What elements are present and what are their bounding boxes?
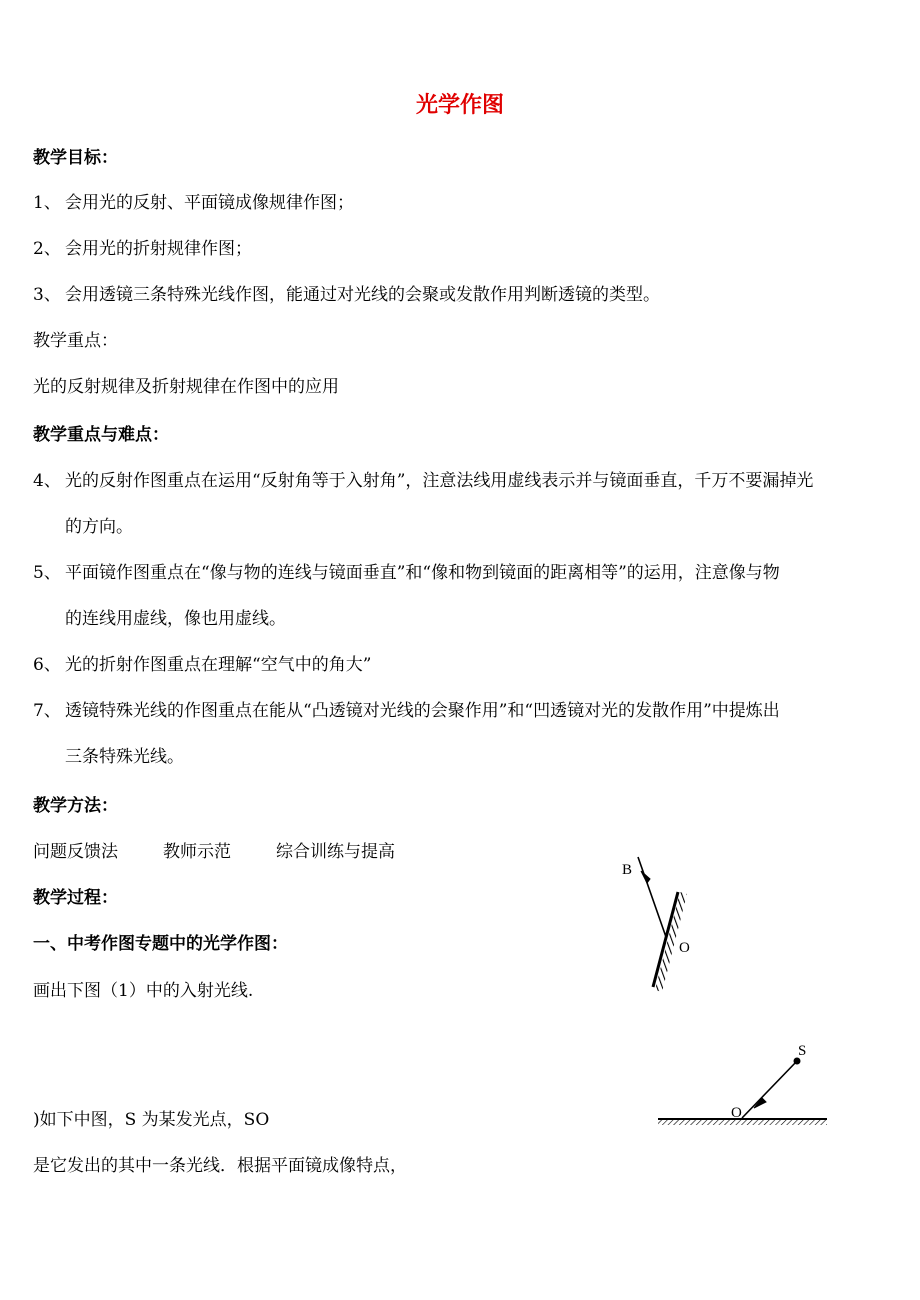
reflected-ray	[638, 857, 666, 937]
method-item: 教师示范	[163, 842, 231, 862]
item-number: 3、	[33, 285, 61, 305]
figure-reflection-mirror	[610, 845, 710, 1005]
incident-ray	[742, 1058, 801, 1119]
item-text: 会用透镜三条特殊光线作图，能通过对光线的会聚或发散作用判断透镜的类型。	[65, 285, 660, 305]
item-number: 7、	[33, 701, 61, 721]
key-difficult-heading: 教学重点与难点：	[33, 425, 169, 445]
key-difficult-item-4-cont: 的方向。	[65, 517, 133, 537]
figure-plane-mirror	[650, 1035, 835, 1130]
item-number: 6、	[33, 655, 61, 675]
question-2-line-2: 是它发出的其中一条光线．根据平面镜成像特点，	[33, 1156, 407, 1176]
mirror	[658, 1119, 827, 1125]
key-difficult-item-7	[33, 699, 780, 723]
key-point-text: 光的反射规律及折射规律在作图中的应用	[33, 377, 339, 397]
item-text: 透镜特殊光线的作图重点在能从“凸透镜对光线的会聚作用”和“凹透镜对光的发散作用”中提炼出	[65, 701, 780, 721]
objective-item-1	[33, 191, 354, 215]
methods-list	[33, 840, 395, 864]
item-text: 平面镜作图重点在“像与物的连线与镜面垂直”和“像和物到镜面的距离相等”的运用，注意像与物	[65, 563, 780, 583]
key-difficult-item-4	[33, 469, 813, 493]
label-b: B	[622, 862, 633, 878]
item-number: 5、	[33, 563, 61, 583]
objectives-heading: 教学目标：	[33, 148, 118, 168]
item-text: 光的反射作图重点在运用“反射角等于入射角”，注意法线用虚线表示并与镜面垂直，千万不要漏掉光	[65, 471, 814, 491]
key-difficult-item-5-cont: 的连线用虚线，像也用虚线。	[65, 609, 286, 629]
key-difficult-item-5	[33, 561, 780, 585]
item-number: 1、	[33, 193, 61, 213]
key-difficult-item-7-cont: 三条特殊光线。	[65, 747, 184, 767]
method-item: 问题反馈法	[33, 842, 118, 862]
page-title: 光学作图	[415, 93, 504, 118]
key-difficult-item-6	[33, 653, 371, 677]
item-text: 光的折射作图重点在理解“空气中的角大”	[65, 655, 372, 675]
methods-heading: 教学方法：	[33, 796, 118, 816]
label-o: O	[731, 1105, 742, 1121]
section-heading: 一、中考作图专题中的光学作图：	[33, 934, 288, 954]
process-heading: 教学过程：	[33, 888, 118, 908]
question-2-line-1: )如下中图，S 为某发光点，SO	[33, 1110, 270, 1130]
item-number: 4、	[33, 471, 61, 491]
label-o: O	[679, 940, 690, 956]
key-point-heading: 教学重点：	[33, 331, 118, 351]
label-s: S	[798, 1043, 807, 1059]
question-1: 画出下图（1）中的入射光线.	[33, 981, 254, 1001]
objective-item-3	[33, 283, 660, 307]
item-number: 2、	[33, 239, 61, 259]
item-text: 会用光的折射规律作图；	[65, 239, 252, 259]
objective-item-2	[33, 237, 252, 261]
method-item: 综合训练与提高	[276, 842, 395, 862]
item-text: 会用光的反射、平面镜成像规律作图；	[65, 193, 354, 213]
